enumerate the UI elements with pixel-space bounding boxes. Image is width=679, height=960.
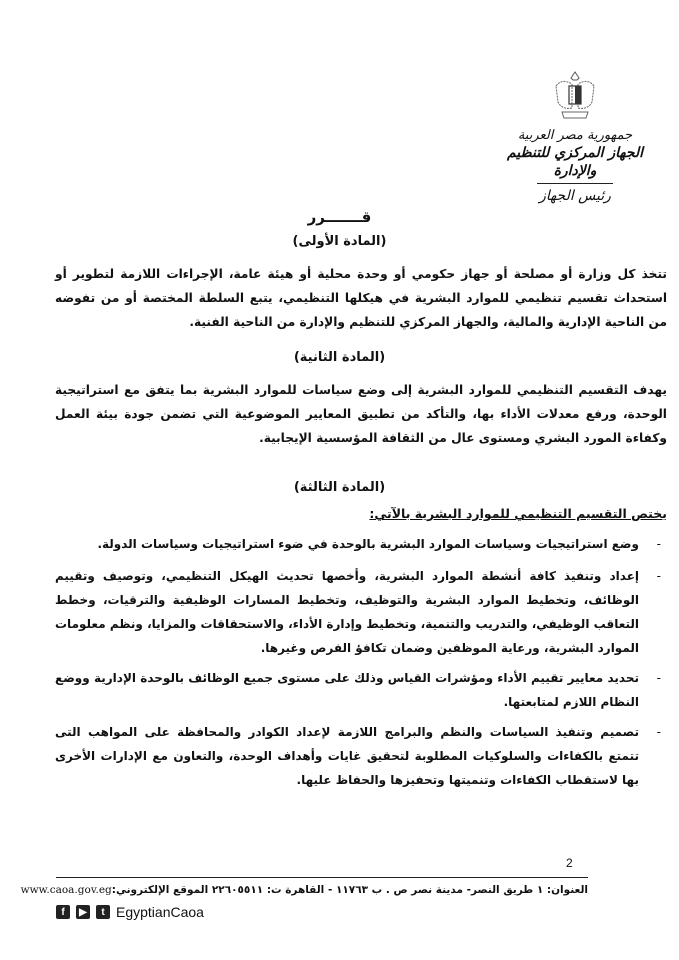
article-3-list [55,532,667,798]
social-links [56,904,204,920]
youtube-icon[interactable]: ▶ [76,905,90,919]
letterhead-office: رئيس الجهاز [539,188,611,204]
letterhead-agency: الجهاز المركزي للتنظيم والإدارة [506,145,644,179]
list-item-text: وضع استراتيجيات وسياسات الموارد البشرية بالوحدة في ضوء استراتيجيات وسياسات الدولة. [97,537,639,551]
bullet-dash: - [656,569,661,583]
article-3-heading: (المادة الثالثة) [293,480,386,495]
article-2-heading: (المادة الثانية) [293,350,386,365]
twitter-icon[interactable]: t [96,905,110,919]
list-item [55,564,667,660]
letterhead-country: جمهورية مصر العربية [517,128,633,143]
bullet-dash: - [656,537,661,551]
letterhead [485,68,665,205]
list-item-text: تحديد معايير تقييم الأداء ومؤشرات القياس وذلك على مستوى جميع الوظائف بالوحدة الإدارية ووضع النظام اللازم لمتابعتها. [55,671,639,709]
footer-address-line [20,884,588,896]
list-item-text: تصميم وتنفيذ السياسات والنظم والبرامج اللازمة لإعداد الكوادر والمحافظة على المواهب التى تتمتع بالكفاءات والسلوكيات المطلوبة لتحقيق غايات وأهداف الوحدة، والتعاون مع الإدارات الأخرى بها لاستقطاب الكفاءات وتنميتها وتحفيزها والحفاظ عليها. [55,725,639,787]
article-1-heading: (المادة الأولى) [292,234,387,249]
footer-address: العنوان: ١ طريق النصر- مدينة نصر ص . ب ١١٧٦٣ - القاهرة ت: ٢٢٦٠٥٥١١ الموقع الإلكتروني: [111,884,588,896]
page-number: 2 [566,856,573,870]
list-item [55,532,667,556]
list-item [55,666,667,714]
list-item [55,720,667,792]
footer-website-link[interactable]: www.caoa.gov.eg [20,884,112,896]
facebook-icon[interactable]: f [56,905,70,919]
article-2-text: يهدف التقسيم التنظيمي للموارد البشرية إلى وضع سياسات للموارد البشرية بما يتفق مع استراتيجية الوحدة، ورفع معدلات الأداء بها، والتأكد من تطبيق المعايير الموضوعية التي تضمن جودة بيئة العمل وكفاءة المورد البشري ومستوى عال من الثقافة المؤسسية الإيجابية. [55,383,667,445]
decree-title: قـــــــرر [307,208,372,226]
footer-divider [56,877,588,878]
social-handle[interactable]: EgyptianCaoa [116,904,204,920]
article-1-text: تتخذ كل وزارة أو مصلحة أو جهاز حكومي أو وحدة محلية أو هيئة عامة، الإجراءات اللازمة لتطوير أو استحداث تقسيم تنظيمي للموارد البشرية في هيكلها التنظيمي، يتبع السلطة المختصة أو من تفوضه من الناحية الإدارية والمالية، والجهاز المركزي للتنظيم والإدارة من الناحية الفنية. [55,267,667,329]
letterhead-divider [537,183,613,184]
eagle-emblem-icon [552,68,598,124]
bullet-dash: - [656,671,661,685]
article-3-intro: يختص التقسيم التنظيمي للموارد البشرية بالآتي: [369,506,667,521]
bullet-dash: - [656,725,661,739]
list-item-text: إعداد وتنفيذ كافة أنشطة الموارد البشرية، وأخصها تحديث الهيكل التنظيمي، وتوصيف وتقييم الوظائف، وتخطيط الموارد البشرية والتوظيف، وتخطيط المسارات الوظيفية والترقيات، وخطط التعاقب الوظيفي، والتدريب والتنمية، وتخطيط وإدارة الأداء، والاستحقاقات والمزايا، ونظم معلومات الموارد البشرية، ورعاية الموظفين وضمان تكافؤ الفرص وغيرها. [55,569,639,655]
